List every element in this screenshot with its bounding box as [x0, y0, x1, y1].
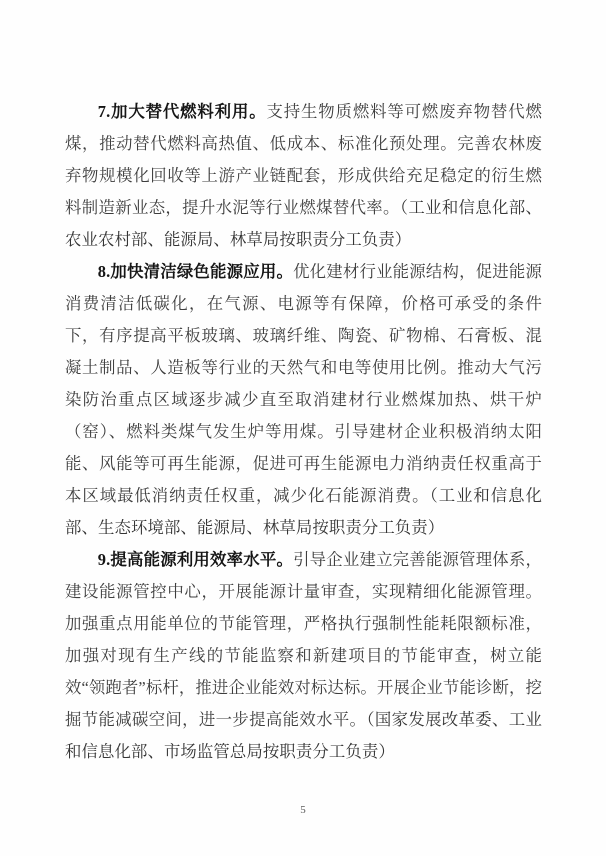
paragraph-7-body: 支持生物质燃料等可燃废弃物替代燃煤，推动替代燃料高热值、低成本、标准化预处理。完善农林废弃物规模化回收等上游产业链配套，形成供给充足稳定的衍生燃料制造新业态，提升水泥等行业燃煤替代率。 — [65, 102, 542, 217]
paragraph-8-heading: 8.加快清洁绿色能源应用。 — [97, 262, 294, 281]
paragraph-9-body: 引导企业建立完善能源管理体系，建设能源管控中心，开展能源计量审查，实现精细化能源管理。加强重点用能单位的节能管理，严格执行强制性能耗限额标准，加强对现有生产线的节能监察和新建项目的节能审查，树立能效“领跑者”标杆，推进企业能效对标达标。开展企业节能诊断，挖掘节能减碳空间，进一步提高能效水平。 — [65, 550, 543, 729]
paragraph-8-responsibility: （工业和信息化部、生态环境部、能源局、林草局按职责分工负责） — [65, 486, 542, 537]
paragraph-9-responsibility: （国家发展改革委、工业和信息化部、市场监管总局按职责分工负责） — [65, 710, 542, 761]
paragraph-7-heading: 7.加大替代燃料利用。 — [97, 102, 267, 121]
paragraph-9-heading: 9.提高能源利用效率水平。 — [97, 550, 294, 569]
document-body — [65, 96, 542, 768]
paragraph-8-body: 优化建材行业能源结构，促进能源消费清洁低碳化，在气源、电源等有保障，价格可承受的条件下，有序提高平板玻璃、玻璃纤维、陶瓷、矿物棉、石膏板、混凝土制品、人造板等行业的天然气和电等使用比例。推动大气污染防治重点区域逐步减少直至取消建材行业燃煤加热、烘干炉（窑）、燃料类煤气发生炉等用煤。引导建材企业积极消纳太阳能、风能等可再生能源，促进可再生能源电力消纳责任权重高于本区域最低消纳责任权重，减少化石能源消费。 — [65, 262, 543, 505]
paragraph-7-responsibility: （工业和信息化部、农业农村部、能源局、林草局按职责分工负责） — [65, 198, 543, 249]
paragraph-9 — [65, 544, 542, 768]
paragraph-7 — [65, 96, 542, 256]
paragraph-8 — [65, 256, 542, 544]
page-number: 5 — [300, 804, 306, 816]
